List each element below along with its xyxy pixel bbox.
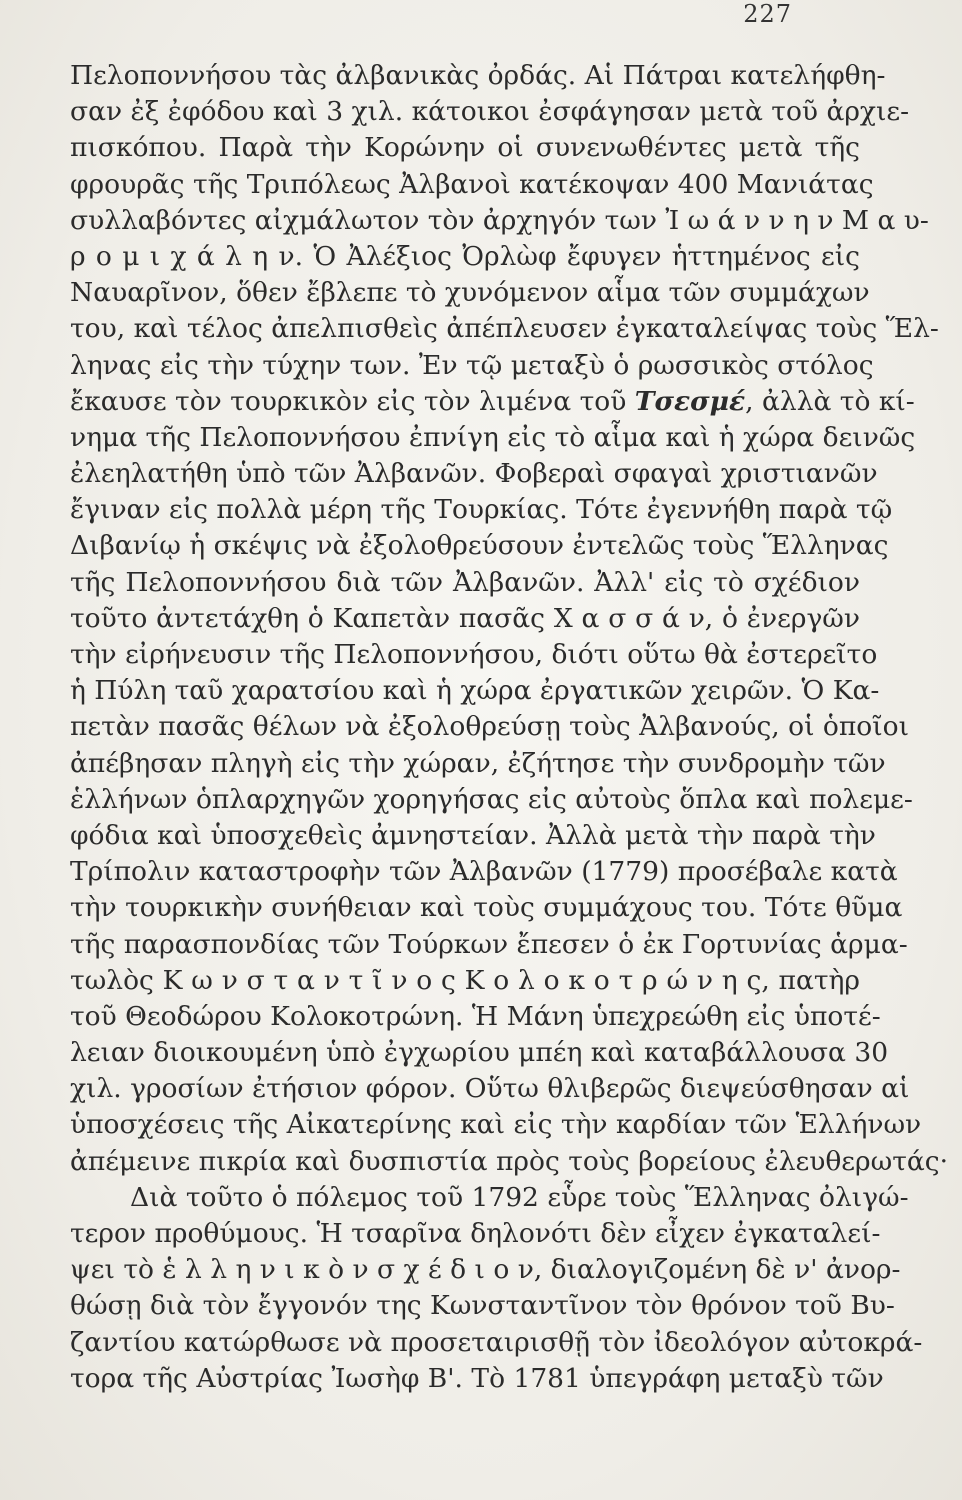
text-line: τωλὸς Κ ω ν σ τ α ν τ ῖ ν ο ς Κ ο λ ο κ ο τ ρ ώ ν η ς, πατὴρ: [70, 964, 860, 996]
text-line: τῆς Πελοποννήσου διὰ τῶν Ἀλβανῶν. Ἀλλ' εἰς τὸ σχέδιον: [70, 566, 860, 598]
text-line: τορα τῆς Αὐστρίας Ἰωσὴφ Β'. Τὸ 1781 ὑπεγράφη μεταξὺ τῶν: [70, 1362, 884, 1394]
text-line: φόδια καὶ ὑποσχεθεὶς ἀμνηστείαν. Ἀλλὰ μετὰ τὴν παρὰ τὴν: [70, 819, 876, 851]
page-number: 227: [743, 0, 792, 28]
text-line: πετὰν πασᾶς θέλων νὰ ἐξολοθρεύσῃ τοὺς Ἀλβανούς, οἱ ὁποῖοι: [70, 711, 909, 743]
text-line: ζαντίου κατώρθωσε νὰ προσεταιρισθῇ τὸν ἰδεολόγον αὐτοκρά-: [70, 1326, 923, 1358]
text-line: ἀπέμεινε πικρία καὶ δυσπιστία πρὸς τοὺς βορείους ἐλευθερωτάς·: [70, 1145, 949, 1177]
text-line: Διὰ τοῦτο ὁ πόλεμος τοῦ 1792 εὗρε τοὺς Ἕλληνας ὀλιγώ-: [130, 1181, 909, 1213]
text-line: τοῦτο ἀντετάχθη ὁ Καπετὰν πασᾶς Χ α σ σ ά ν, ὁ ἐνεργῶν: [70, 602, 860, 634]
body-text: [70, 58, 949, 1397]
text-line: τῆς παρασπονδίας τῶν Τούρκων ἔπεσεν ὁ ἐκ Γορτυνίας ἁρμα-: [70, 928, 908, 960]
text-line: λειαν διοικουμένη ὑπὸ ἐγχωρίου μπέη καὶ καταβάλλουσα 30: [70, 1037, 889, 1069]
text-line: τὴν εἰρήνευσιν τῆς Πελοποννήσου, διότι οὕτω θὰ ἐστερεῖτο: [70, 639, 878, 670]
text-line: ἐλεηλατήθη ὑπὸ τῶν Ἀλβανῶν. Φοβεραὶ σφαγαὶ χριστιανῶν: [70, 458, 878, 490]
text-line: ἀπέβησαν πληγὴ εἰς τὴν χώραν, ἐζήτησε τὴν συνδρομὴν τῶν: [70, 747, 886, 779]
text-line: χιλ. γροσίων ἐτήσιον φόρον. Οὕτω θλιβερῶς διεψεύσθησαν αἱ: [70, 1073, 910, 1105]
text-line: ψει τὸ ἑ λ λ η ν ι κ ὸ ν σ χ έ δ ι ο ν, διαλογιζομένη δὲ ν' ἀνορ-: [70, 1254, 901, 1286]
text-line: ἔκαυσε τὸν τουρκικὸν εἰς τὸν λιμένα τοῦ Τσεσμέ, ἀλλὰ τὸ κί-: [70, 385, 915, 417]
text-line: πισκόπου. Παρὰ τὴν Κορώνην οἱ συνενωθέντες μετὰ τῆς: [70, 132, 860, 164]
text-line: Πελοποννήσου τὰς ἀλβανικὰς ὀρδάς. Αἱ Πάτραι κατελήφθη-: [70, 60, 886, 91]
text-line: ρ ο μ ι χ ά λ η ν. Ὁ Ἀλέξιος Ὀρλὼφ ἔφυγεν ἡττημένος εἰς: [70, 240, 860, 272]
text-line: φρουρᾶς τῆς Τριπόλεως Ἀλβανοὶ κατέκοψαν 400 Μανιάτας: [70, 168, 874, 200]
emphasized-word: Τσεσμέ: [634, 385, 746, 417]
text-line: ληνας εἰς τὴν τύχην των. Ἐν τῷ μεταξὺ ὁ ρωσσικὸς στόλος: [70, 349, 874, 381]
text-line: ἑλλήνων ὁπλαρχηγῶν χορηγήσας εἰς αὐτοὺς ὅπλα καὶ πολεμε-: [70, 783, 913, 815]
text-line: συλλαβόντες αἰχμάλωτον τὸν ἀρχηγόν των Ἰ ω ά ν ν η ν Μ α υ-: [70, 204, 929, 236]
text-line: ἔγιναν εἰς πολλὰ μέρη τῆς Τουρκίας. Τότε ἐγεννήθη παρὰ τῷ: [70, 494, 893, 526]
text-line: νημα τῆς Πελοποννήσου ἐπνίγη εἰς τὸ αἷμα καὶ ἡ χώρα δεινῶς: [70, 421, 916, 453]
text-line: σαν ἐξ ἐφόδου καὶ 3 χιλ. κάτοικοι ἐσφάγησαν μετὰ τοῦ ἀρχιε-: [70, 96, 910, 128]
text-line: Διβανίῳ ἡ σκέψις νὰ ἐξολοθρεύσουν ἐντελῶς τοὺς Ἕλληνας: [70, 530, 889, 562]
text-line: ἡ Πύλη ταῦ χαρατσίου καὶ ἡ χώρα ἐργατικῶν χειρῶν. Ὁ Κα-: [70, 675, 880, 707]
text-line: τερον προθύμους. Ἡ τσαρῖνα δηλονότι δὲν εἶχεν ἐγκαταλεί-: [70, 1218, 881, 1249]
text-line: τοῦ Θεοδώρου Κολοκοτρώνη. Ἡ Μάνη ὑπεχρεώθη εἰς ὑποτέ-: [70, 1000, 881, 1032]
text-line: ὑποσχέσεις τῆς Αἰκατερίνης καὶ εἰς τὴν καρδίαν τῶν Ἑλλήνων: [70, 1109, 922, 1141]
text-line: τὴν τουρκικὴν συνήθειαν καὶ τοὺς συμμάχους του. Τότε θῦμα: [70, 892, 903, 924]
text-line: Ναυαρῖνον, ὅθεν ἔβλεπε τὸ χυνόμενον αἷμα τῶν συμμάχων: [70, 277, 870, 309]
text-line: θώσῃ διὰ τὸν ἔγγονόν της Κωνσταντῖνον τὸν θρόνον τοῦ Βυ-: [70, 1290, 895, 1322]
text-line: Τρίπολιν καταστροφὴν τῶν Ἀλβανῶν (1779) προσέβαλε κατὰ: [70, 856, 898, 888]
text-line: του, καὶ τέλος ἀπελπισθεὶς ἀπέπλευσεν ἐγκαταλείψας τοὺς Ἕλ-: [70, 313, 939, 345]
